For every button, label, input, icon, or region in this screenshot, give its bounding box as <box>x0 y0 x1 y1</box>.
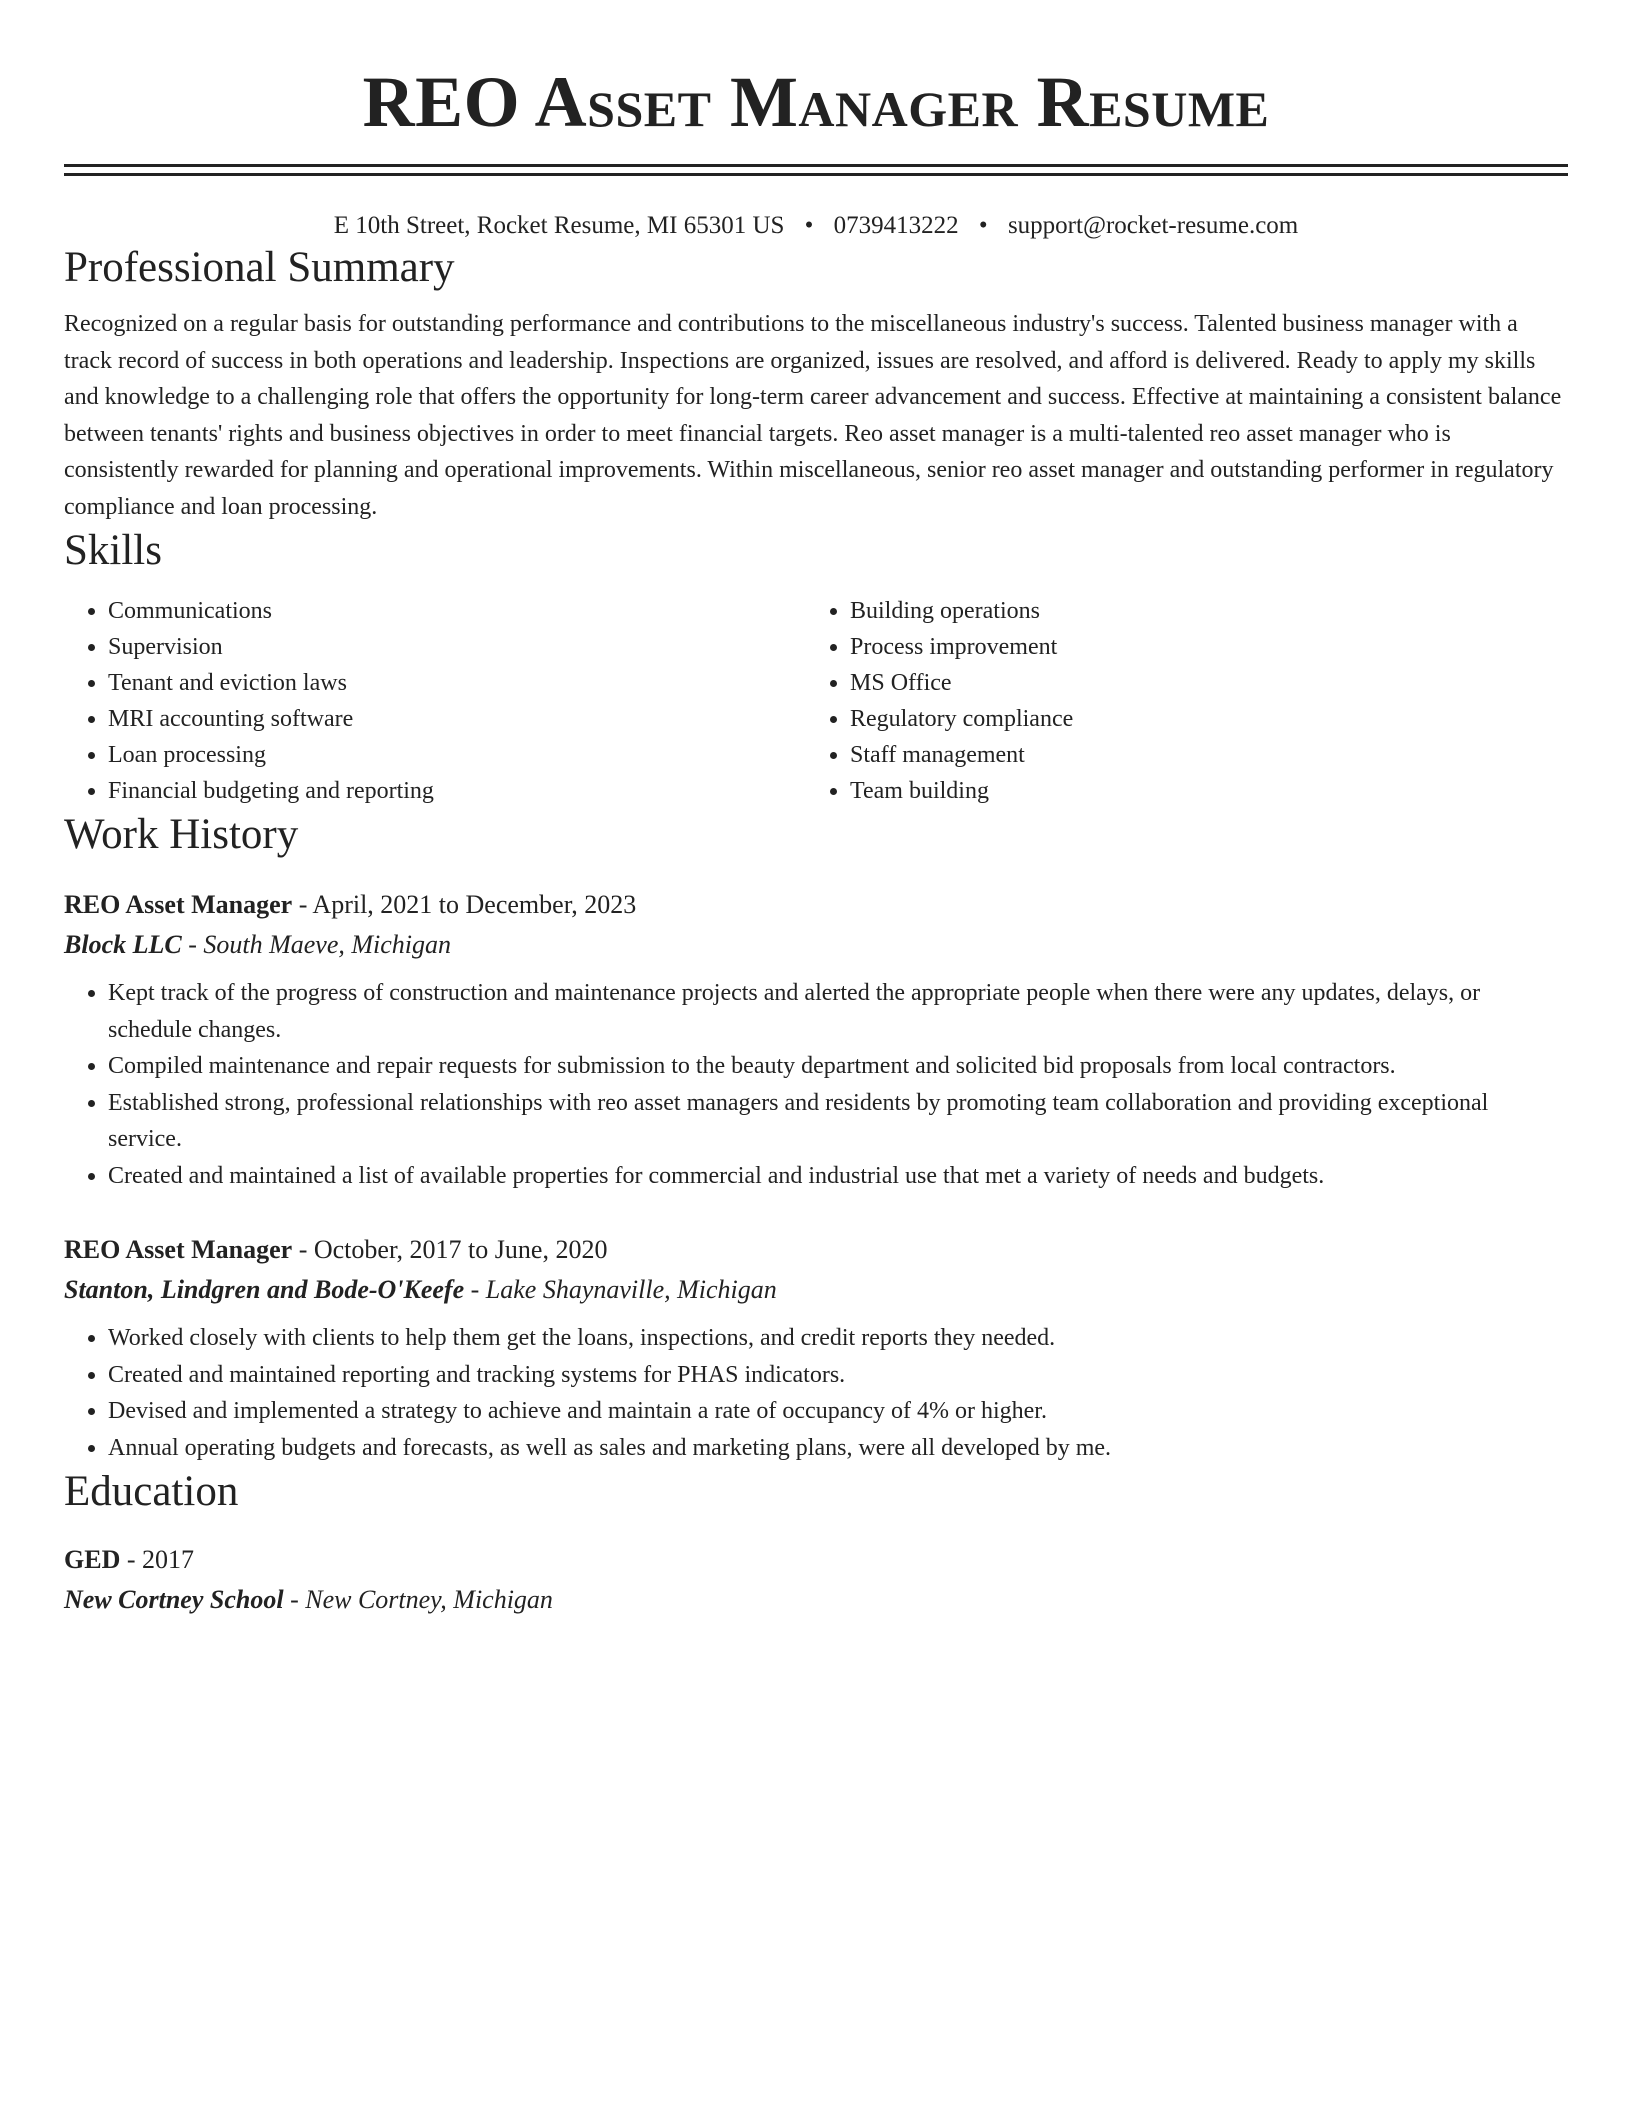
skills-list <box>64 593 1568 809</box>
job-bullets <box>64 1320 1568 1466</box>
degree-name: GED <box>64 1545 121 1574</box>
page-title: REO Asset Manager Resume <box>362 62 1270 142</box>
skill-item: • Communications <box>108 593 806 629</box>
job-dates: - October, 2017 to June, 2020 <box>292 1235 608 1264</box>
degree-line <box>64 1540 1568 1580</box>
contact-email: support@rocket-resume.com <box>1007 212 1299 239</box>
skill-item: • MRI accounting software <box>108 701 806 737</box>
job-title-line <box>64 1230 1568 1270</box>
summary-heading: Professional Summary <box>64 244 455 291</box>
title-divider-top <box>64 164 1568 167</box>
skill-item: • Staff management <box>850 737 1548 773</box>
job-title: REO Asset Manager <box>64 890 293 919</box>
job-bullet: • Annual operating budgets and forecasts, as well as sales and marketing plans, were all developed by me. <box>108 1430 1568 1467</box>
school-name: New Cortney School <box>64 1585 284 1614</box>
title-divider-bottom <box>64 173 1568 176</box>
degree-year: - 2017 <box>120 1545 195 1574</box>
skill-item: • Financial budgeting and reporting <box>108 773 806 809</box>
company-line <box>64 925 1568 965</box>
contact-separator: • <box>804 212 814 239</box>
skills-column-right <box>806 593 1548 809</box>
skills-heading: Skills <box>64 527 162 574</box>
job-bullet: • Created and maintained reporting and tracking systems for PHAS indicators. <box>108 1357 1568 1394</box>
skill-item: • Supervision <box>108 629 806 665</box>
company-name: Stanton, Lindgren and Bode-O'Keefe <box>64 1275 465 1304</box>
education-entry <box>64 1540 1568 1620</box>
job-bullet: • Created and maintained a list of available properties for commercial and industrial use that met a variety of needs and budgets. <box>108 1158 1568 1195</box>
job-entry <box>64 1230 1568 1466</box>
skill-item: • Tenant and eviction laws <box>108 665 806 701</box>
contact-separator: • <box>978 212 988 239</box>
skill-item: • Building operations <box>850 593 1548 629</box>
skill-item: • Team building <box>850 773 1548 809</box>
skill-item: • MS Office <box>850 665 1548 701</box>
job-dates: - April, 2021 to December, 2023 <box>292 890 637 919</box>
skill-item: • Loan processing <box>108 737 806 773</box>
job-bullets <box>64 975 1568 1194</box>
job-bullet: • Worked closely with clients to help them get the loans, inspections, and credit reports they needed. <box>108 1320 1568 1357</box>
job-bullet: • Compiled maintenance and repair requests for submission to the beauty department and solicited bid proposals from local contractors. <box>108 1048 1568 1085</box>
job-title: REO Asset Manager <box>64 1235 293 1264</box>
company-location: - Lake Shaynaville, Michigan <box>464 1275 777 1304</box>
contact-line <box>64 210 1568 242</box>
job-title-line <box>64 885 1568 925</box>
skill-item: • Regulatory compliance <box>850 701 1548 737</box>
company-line <box>64 1270 1568 1310</box>
summary-text: Recognized on a regular basis for outstanding performance and contributions to the miscellaneous industry's success. Talented business manager with a track record of success in both operations and leadership. Inspections are organized, issues are resolved, and afford is delivered. Ready to apply my skills and knowledge to a challenging role that offers the opportunity for long-term career advancement and success. Effective at maintaining a consistent balance between tenants' rights and business objectives in order to meet financial targets. Reo asset manager is a multi-talented reo asset manager who is consistently rewarded for planning and operational improvements. Within miscellaneous, senior reo asset manager and outstanding performer in regulatory compliance and loan processing. <box>64 311 1562 520</box>
education-heading: Education <box>64 1468 239 1515</box>
job-bullet: • Devised and implemented a strategy to achieve and maintain a rate of occupancy of 4% or higher. <box>108 1393 1568 1430</box>
job-bullet: • Established strong, professional relationships with reo asset managers and residents by promoting team collaboration and providing exceptional service. <box>108 1085 1568 1158</box>
job-bullet: • Kept track of the progress of construction and maintenance projects and alerted the appropriate people when there were any updates, delays, or schedule changes. <box>108 975 1568 1048</box>
work-history-heading: Work History <box>64 811 299 858</box>
skills-column-left <box>64 593 806 809</box>
skill-item: • Process improvement <box>850 629 1548 665</box>
company-name: Block LLC <box>64 930 182 959</box>
company-location: - South Maeve, Michigan <box>181 930 452 959</box>
contact-address: E 10th Street, Rocket Resume, MI 65301 US <box>333 212 785 239</box>
school-line <box>64 1580 1568 1620</box>
contact-phone: 0739413222 <box>833 212 959 239</box>
school-location: - New Cortney, Michigan <box>283 1585 553 1614</box>
job-entry <box>64 885 1568 1194</box>
